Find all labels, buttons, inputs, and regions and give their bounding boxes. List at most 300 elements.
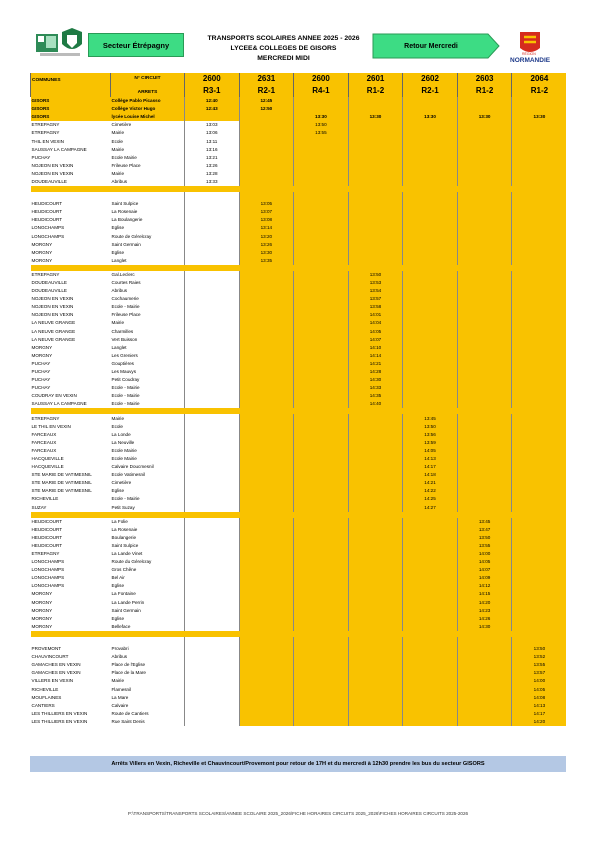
communes-header: COMMUNES	[31, 73, 111, 85]
time-cell	[185, 360, 240, 368]
time-cell	[348, 241, 403, 249]
time-cell	[239, 154, 294, 162]
stop-row	[31, 257, 567, 265]
time-cell	[457, 669, 512, 677]
time-cell	[512, 495, 567, 503]
time-cell	[239, 566, 294, 574]
stop-cell: Ecole - Mairie	[111, 393, 140, 399]
commune-cell: LONGCHAMPS	[31, 559, 65, 565]
time-cell	[512, 471, 567, 479]
stop-cell: Abribus	[111, 178, 128, 184]
time-cell: 13:03	[185, 121, 240, 129]
time-cell	[512, 241, 567, 249]
time-cell: 13:50	[457, 534, 512, 542]
time-cell	[294, 154, 349, 162]
stop-row	[31, 455, 567, 463]
time-cell	[185, 216, 240, 224]
time-cell	[403, 200, 458, 208]
time-cell	[348, 162, 403, 170]
stop-cell: Ecole - Mairie	[111, 385, 140, 391]
time-cell	[457, 328, 512, 336]
time-cell	[294, 590, 349, 598]
time-cell	[457, 170, 512, 178]
stop-cell: Route du Gérelcray	[111, 559, 152, 565]
time-cell	[294, 431, 349, 439]
time-cell	[294, 224, 349, 232]
time-cell	[512, 534, 567, 542]
circuit-number: 2631	[239, 73, 294, 85]
time-cell	[512, 392, 567, 400]
stop-row	[31, 447, 567, 455]
time-cell: 14:09	[457, 574, 512, 582]
commune-cell: MORGNY	[31, 249, 53, 255]
time-cell	[457, 271, 512, 279]
stop-cell: Courtes Raies	[111, 280, 141, 286]
time-cell	[457, 710, 512, 718]
time-cell	[185, 384, 240, 392]
time-cell	[403, 137, 458, 145]
title-line-3: MERCREDI MIDI	[257, 55, 310, 62]
time-cell	[185, 471, 240, 479]
time-cell	[403, 295, 458, 303]
time-cell: 13:14	[239, 224, 294, 232]
stop-cell: Calvaire	[111, 702, 129, 708]
time-cell: 13:26	[185, 162, 240, 170]
time-cell	[512, 121, 567, 129]
time-cell: 13:56	[403, 431, 458, 439]
time-cell	[185, 455, 240, 463]
time-cell	[239, 615, 294, 623]
time-cell	[239, 504, 294, 512]
time-cell: 14:10	[348, 344, 403, 352]
stop-row	[31, 661, 567, 669]
time-cell: 13:30	[294, 113, 349, 121]
secteur-label: Secteur Étrépagny	[102, 40, 170, 50]
stop-cell: lycée Louise Michel	[111, 113, 185, 121]
stop-row	[31, 471, 567, 479]
time-cell	[348, 710, 403, 718]
time-cell: 13:45	[403, 414, 458, 422]
time-cell: 13:54	[348, 287, 403, 295]
time-cell	[185, 463, 240, 471]
time-cell: 14:17	[403, 463, 458, 471]
stop-row	[31, 279, 567, 287]
title-line-2: LYCEE& COLLEGES DE GISORS	[230, 45, 337, 52]
time-cell	[294, 582, 349, 590]
time-cell	[294, 518, 349, 526]
stop-cell: Ecole Mairie	[111, 447, 137, 453]
stop-cell: Belleface	[111, 623, 131, 629]
time-cell	[457, 360, 512, 368]
time-cell	[185, 504, 240, 512]
time-cell	[239, 447, 294, 455]
commune-cell: MOUFLAINES	[31, 694, 62, 700]
time-cell	[185, 718, 240, 726]
time-cell	[294, 487, 349, 495]
time-cell	[403, 653, 458, 661]
time-cell	[185, 542, 240, 550]
time-cell	[239, 487, 294, 495]
time-cell: 13:30	[403, 113, 458, 121]
stop-row	[31, 376, 567, 384]
stop-row	[31, 479, 567, 487]
commune-cell: PROVEMONT	[31, 646, 62, 652]
stop-row	[31, 129, 567, 137]
time-cell	[185, 303, 240, 311]
stop-row	[31, 710, 567, 718]
time-cell	[185, 352, 240, 360]
stop-cell: La Boulangerie	[111, 217, 143, 223]
circuit-code: R4-1	[294, 85, 349, 97]
time-cell	[512, 431, 567, 439]
commune-cell: LONGCHAMPS	[31, 233, 65, 239]
time-cell	[185, 295, 240, 303]
time-cell	[512, 615, 567, 623]
time-cell	[185, 319, 240, 327]
time-cell: 14:18	[403, 471, 458, 479]
time-cell	[403, 241, 458, 249]
time-cell: 13:08	[239, 216, 294, 224]
time-cell	[239, 677, 294, 685]
time-cell	[348, 447, 403, 455]
time-cell	[185, 336, 240, 344]
time-cell	[403, 121, 458, 129]
time-cell: 13:52	[512, 653, 567, 661]
stop-cell: Ecole	[111, 423, 123, 429]
time-cell	[403, 311, 458, 319]
time-cell	[457, 97, 512, 105]
stop-row	[31, 495, 567, 503]
time-cell	[403, 637, 458, 645]
commune-cell: LONGCHAMPS	[31, 575, 65, 581]
time-cell: 13:07	[239, 208, 294, 216]
time-cell: 13:59	[403, 439, 458, 447]
time-cell	[185, 392, 240, 400]
time-cell	[512, 550, 567, 558]
time-cell	[512, 105, 567, 113]
commune-cell: MORGNY	[31, 607, 53, 613]
stop-row	[31, 178, 567, 186]
stop-cell: Rue Saint Denis	[111, 718, 145, 724]
time-cell	[403, 170, 458, 178]
stop-cell: Abribus	[111, 654, 128, 660]
stop-row	[31, 566, 567, 574]
time-cell	[239, 542, 294, 550]
stop-row	[31, 121, 567, 129]
stop-row	[31, 287, 567, 295]
commune-cell: ETREPAGNY	[31, 130, 60, 136]
stop-cell: Route de Cantiers	[111, 710, 149, 716]
time-cell	[294, 558, 349, 566]
time-cell	[294, 637, 349, 645]
time-cell	[348, 694, 403, 702]
time-cell	[294, 495, 349, 503]
time-cell	[348, 702, 403, 710]
time-cell	[239, 623, 294, 631]
time-cell	[403, 710, 458, 718]
stop-row	[31, 669, 567, 677]
time-cell	[239, 558, 294, 566]
time-cell	[457, 376, 512, 384]
commune-cell: MORGNY	[31, 257, 53, 263]
time-cell	[348, 249, 403, 257]
time-cell	[185, 694, 240, 702]
time-cell	[403, 287, 458, 295]
commune-cell: PUCHAY	[31, 154, 51, 160]
stop-cell: Ecole Mairie	[111, 455, 137, 461]
stop-cell: Place de l'Eglise	[111, 662, 146, 668]
time-cell	[348, 623, 403, 631]
stop-row	[31, 295, 567, 303]
retour-badge	[372, 33, 500, 59]
stop-cell: Abribus	[111, 288, 128, 294]
time-cell	[348, 590, 403, 598]
time-cell	[348, 129, 403, 137]
stop-row	[31, 146, 567, 154]
time-cell	[348, 718, 403, 726]
stop-cell: Eglise	[111, 249, 125, 255]
time-cell	[403, 669, 458, 677]
stop-cell: Collège Pablo Picasso	[111, 97, 185, 105]
time-cell	[512, 319, 567, 327]
commune-cell: RICHEVILLE	[31, 496, 59, 502]
time-cell	[403, 384, 458, 392]
commune-cell: PUCHAY	[31, 360, 51, 366]
time-cell	[185, 669, 240, 677]
time-cell	[185, 479, 240, 487]
time-cell	[185, 623, 240, 631]
stop-cell: Flamesnil	[111, 686, 132, 692]
time-cell	[294, 645, 349, 653]
stop-cell: Calvaire Doucmesnil	[111, 464, 154, 470]
stop-cell: Les Mauvys	[111, 369, 137, 375]
stop-cell: Petit Suzay	[111, 504, 135, 510]
time-cell	[294, 241, 349, 249]
stop-row	[31, 303, 567, 311]
note-text: Arrêts Villers en Vexin, Richeville et Chauvincourt/Provemont pour retour de 17H et du mercredi à 12h30 prendre les bus du secteur GISORS	[111, 761, 485, 767]
stop-cell: Cimetière	[111, 480, 132, 486]
time-cell	[239, 368, 294, 376]
stop-row	[31, 360, 567, 368]
time-cell	[185, 710, 240, 718]
stop-row	[31, 414, 567, 422]
time-cell	[512, 526, 567, 534]
stop-cell: Saint Sulpice	[111, 201, 139, 207]
time-cell	[512, 607, 567, 615]
stop-cell: Ecole - Mairie	[111, 401, 140, 407]
time-cell	[348, 463, 403, 471]
time-cell	[294, 319, 349, 327]
stop-row	[31, 328, 567, 336]
time-cell	[457, 718, 512, 726]
time-cell: 14:21	[348, 360, 403, 368]
time-cell	[239, 129, 294, 137]
time-cell	[239, 192, 294, 200]
commune-cell: HEUDICOURT	[31, 526, 63, 532]
commune-cell: PUCHAY	[31, 377, 51, 383]
time-cell	[294, 694, 349, 702]
time-cell	[457, 287, 512, 295]
time-cell	[457, 311, 512, 319]
time-cell	[403, 271, 458, 279]
stop-cell: Collège Victor Hugo	[111, 105, 185, 113]
stop-row	[31, 192, 567, 200]
time-cell	[294, 216, 349, 224]
time-cell: 13:47	[457, 526, 512, 534]
time-cell	[239, 495, 294, 503]
time-cell: 14:26	[457, 615, 512, 623]
time-cell	[457, 303, 512, 311]
time-cell	[294, 170, 349, 178]
time-cell	[239, 661, 294, 669]
time-cell	[348, 233, 403, 241]
commune-cell: HEUDICOURT	[31, 542, 63, 548]
stop-row	[31, 615, 567, 623]
time-cell	[512, 279, 567, 287]
time-cell	[294, 376, 349, 384]
stop-row	[31, 637, 567, 645]
time-cell	[185, 702, 240, 710]
time-cell	[403, 249, 458, 257]
time-cell	[239, 718, 294, 726]
time-cell	[457, 233, 512, 241]
time-cell	[403, 661, 458, 669]
stop-cell: Petit Coudray	[111, 377, 140, 383]
time-cell	[239, 336, 294, 344]
time-cell	[185, 287, 240, 295]
stop-row	[31, 162, 567, 170]
time-cell	[185, 574, 240, 582]
time-cell	[512, 271, 567, 279]
stop-row	[31, 694, 567, 702]
time-cell	[348, 200, 403, 208]
time-cell	[185, 653, 240, 661]
time-cell	[403, 534, 458, 542]
time-cell	[239, 455, 294, 463]
stop-cell: Saint Germain	[111, 241, 141, 247]
time-cell	[239, 113, 294, 121]
stop-row	[31, 311, 567, 319]
time-cell	[348, 216, 403, 224]
time-cell: 14:15	[457, 590, 512, 598]
time-cell	[403, 368, 458, 376]
time-cell: 13:26	[239, 241, 294, 249]
time-cell	[239, 423, 294, 431]
time-cell	[294, 455, 349, 463]
time-cell	[403, 590, 458, 598]
time-cell	[512, 154, 567, 162]
time-cell	[185, 233, 240, 241]
time-cell	[403, 146, 458, 154]
time-cell: 14:17	[512, 710, 567, 718]
stop-row	[31, 645, 567, 653]
time-cell	[457, 192, 512, 200]
stop-row	[31, 368, 567, 376]
time-cell	[185, 271, 240, 279]
time-cell	[348, 661, 403, 669]
stop-cell: Ecole Vatimesnil	[111, 472, 146, 478]
time-cell	[512, 170, 567, 178]
time-cell	[294, 287, 349, 295]
time-cell	[185, 423, 240, 431]
time-cell	[294, 566, 349, 574]
time-cell	[512, 623, 567, 631]
time-cell	[239, 178, 294, 186]
time-cell	[403, 233, 458, 241]
stop-row	[31, 623, 567, 631]
stop-row	[31, 487, 567, 495]
time-cell: 13:57	[348, 295, 403, 303]
stop-cell: Saint Germain	[111, 607, 141, 613]
stop-row	[31, 542, 567, 550]
time-cell	[185, 685, 240, 693]
time-cell	[294, 400, 349, 408]
time-cell	[403, 257, 458, 265]
stop-cell: Place de la Mare	[111, 670, 146, 676]
time-cell	[294, 615, 349, 623]
stop-cell: Mairie	[111, 146, 125, 152]
time-cell	[294, 249, 349, 257]
time-cell	[512, 200, 567, 208]
time-cell	[185, 607, 240, 615]
time-cell	[348, 495, 403, 503]
circuit-header: N° CIRCUIT	[111, 73, 185, 85]
time-cell	[457, 685, 512, 693]
time-cell	[294, 702, 349, 710]
stop-row	[31, 241, 567, 249]
time-cell: 14:07	[457, 566, 512, 574]
stop-cell: Cochaumerie	[111, 296, 139, 302]
time-cell	[185, 582, 240, 590]
time-cell	[294, 607, 349, 615]
time-cell	[294, 526, 349, 534]
time-cell	[403, 392, 458, 400]
time-cell	[512, 558, 567, 566]
stop-cell: Mairie	[111, 320, 125, 326]
time-cell: 13:57	[512, 669, 567, 677]
time-cell	[185, 518, 240, 526]
time-cell	[348, 534, 403, 542]
time-cell: 14:28	[348, 368, 403, 376]
stop-row	[31, 200, 567, 208]
time-cell: 13:11	[185, 137, 240, 145]
time-cell	[185, 328, 240, 336]
commune-cell: HACQUEVILLE	[31, 464, 64, 470]
time-cell	[294, 392, 349, 400]
time-cell	[348, 192, 403, 200]
file-path-footer: P:\TRANSPORTS\TRANSPORTS SCOLAIRES\ANNEE SCOLAIRE 2025_2026\FICHE HORAIRES CIRCUITS 2025_2026\FICHES HORAIRES CIRCUITS 2025-2026	[127, 811, 469, 816]
stop-cell: Les Greniers	[111, 352, 138, 358]
time-cell	[512, 344, 567, 352]
time-cell	[457, 344, 512, 352]
time-cell	[457, 495, 512, 503]
time-cell: 13:50	[512, 645, 567, 653]
stop-cell: La Mare	[111, 694, 129, 700]
time-cell	[403, 582, 458, 590]
stop-row	[31, 208, 567, 216]
time-cell	[239, 550, 294, 558]
stop-row	[31, 352, 567, 360]
commune-cell: COUDRAY EN VEXIN	[31, 393, 77, 399]
time-cell	[512, 97, 567, 105]
time-cell	[185, 566, 240, 574]
time-cell	[239, 287, 294, 295]
time-cell	[348, 439, 403, 447]
time-cell	[294, 471, 349, 479]
time-cell: 14:08	[512, 694, 567, 702]
time-cell	[403, 303, 458, 311]
time-cell	[512, 137, 567, 145]
